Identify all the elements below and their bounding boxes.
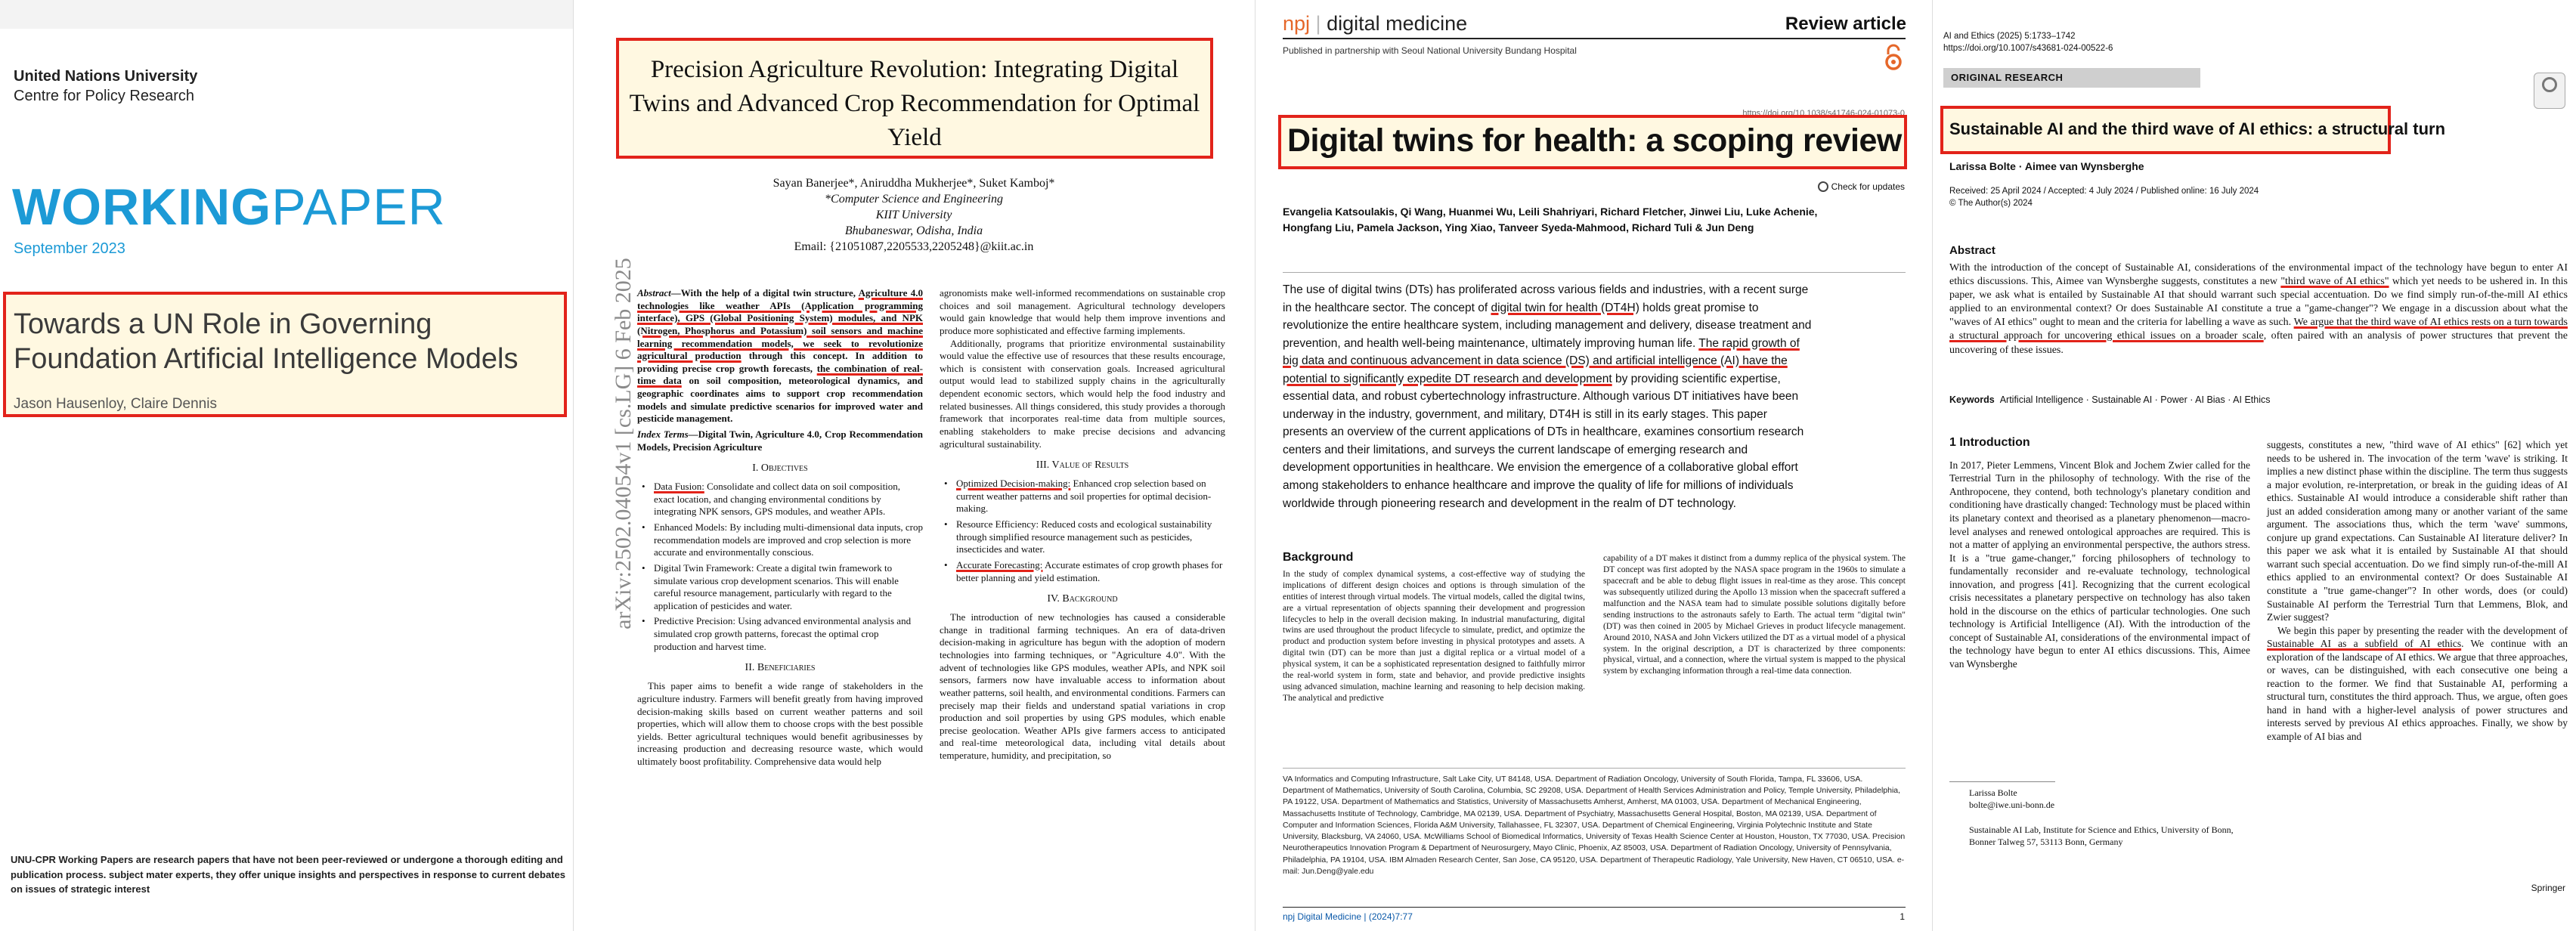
col2-paragraph-2: Additionally, programs that prioritize environmental sustainability would value the effective use of resources that these results encourage, which is consistent with conservation goals. Increased agricultural output would lead to stabilized supply chains in the agriculturally dependent economic sectors, which would help the food industry and related businesses. All things considered, this study provides a thorough framework that incorporates real-time data from multiple sources, enabling stakeholders to make precise decisions and advancing agricultural sustainability. <box>940 337 1225 450</box>
background-col-1: Background In the study of complex dynamical systems, a cost-effective way of studying the implications of different design choices and options is through simulation of the entities of interest through virtual models. The virtual models, called the digital twins, are a virtual representation of objects spanning their development and progression lifecycles to help in the overall decision making. In industrial manufacturing, digital twins are used throughout the product lifecycle to simulate, predict, and optimize the product and production system before investing in physical prototypes and assets. A digital twin (DT) can be more than just a digital replica or a virtual model of a physical system, it can be a sophisticated representation designed to faithfully mirror the real-world system in form, state and behavior, and provide predictive insights using advanced simulation, machine learning and reasoning to help decision making. The analytical and predictive <box>1283 551 1585 704</box>
background-col-2: capability of a DT makes it distinct from a dummy replica of the physical system. The DT concept was first adopted by the NASA space program in the 1960s to simulate a spacecraft and be able to debug flight issues in real-time as they arose. This concept was subsequently utilized during the Apollo 13 mission when the spacecraft suffered a malfunction and the NASA team had to simulate possible solutions digitally before sending instructions to the astronauts safely to Earth. The actual term "digital twin" (DT) was then coined in 2005 by Michael Grieves in product lifecycle management. Around 2010, NASA and John Vickers utilized the DT as a virtual model of a physical system. In the original description, a DT is characterized by three components: physical, virtual, and a connection, where the virtual system is mapped to the physical system by exchanging information through a real-time data connection. <box>1603 554 1906 676</box>
abstract-block <box>1949 243 2568 357</box>
check-updates-badge[interactable]: Check for updates <box>1818 181 1905 192</box>
paper-page-ai-ethics <box>1932 0 2576 931</box>
background-text: The introduction of new technologies has caused a considerable change in traditional farming techniques. An era of data-driven decision-making in agriculture has begun with the adoption of modern technologies into farming techniques, or "Agriculture 4.0". With the advent of technologies like GPS modules, weather APIs, and NPK soil sensors, farmers now have invaluable access to information about weather patterns, soil health, and environmental conditions. Farmers can precisely map their fields and understand spatial variations in crop production and soil properties by using GPS modules, which enable precise geolocation. Weather APIs give farmers access to anticipated and real-time meteorological data, including vital details about temperature, humidity, and precipitation, so <box>940 611 1225 761</box>
correspondence: Larissa Bolte bolte@iwe.uni-bonn.de Sustainable AI Lab, Institute for Science and Ethics, University of Bonn, Bonner Talweg 57, 53113 Bonn, Germany <box>1969 787 2234 847</box>
page-number: 1 <box>1899 911 1905 922</box>
keywords: Keywords Artificial Intelligence · Sustainable AI · Power · AI Bias · AI Ethics <box>1949 394 2271 405</box>
left-column <box>637 287 923 769</box>
org-name: United Nations University <box>14 68 198 85</box>
received-dates: Received: 25 April 2024 / Accepted: 4 July 2024 / Published online: 16 July 2024 © The Author(s) 2024 <box>1949 187 2259 208</box>
doi-link[interactable]: https://doi.org/10.1038/s41746-024-01073-0 <box>1742 109 1905 118</box>
abstract-heading: Abstract <box>1949 244 1995 257</box>
col2-paragraph-1: agronomists make well-informed recommendations on sustainable crop choices and soil management. Agricultural technology developers would gain knowledge that would help them improve inventions and produce more sophisticated and effective farming implements. <box>940 287 1225 336</box>
objective-item: • Digital Twin Framework: Create a digital twin framework to simulate various crop development scenarios. This will enable careful resource management, particularly with regard to the application of pesticides and water. <box>637 562 923 613</box>
paper-title: Sustainable AI and the third wave of AI ethics: a structural turn <box>1949 119 2446 138</box>
objectives-list <box>637 481 923 653</box>
authors: Sayan Banerjee*, Aniruddha Mukherjee*, Suket Kamboj* <box>772 177 1055 190</box>
author-list: Evangelia Katsoulakis, Qi Wang, Huanmei Wu, Leili Shahriyari, Richard Fletcher, Jinwei Liu, Luke Achenie, Hongfang Liu, Pamela Jackson, Ying Xiao, Tanveer Syeda-Mahmood, Richard Tuli & Jun Deng <box>1283 206 1818 234</box>
article-type-label: ORIGINAL RESEARCH <box>1943 68 2200 88</box>
check-updates-icon[interactable] <box>2534 73 2565 109</box>
affiliations: VA Informatics and Computing Infrastructure, Salt Lake City, UT 84148, USA. Department of Radiation Oncology, University of South Florida, Tampa, FL 33606, USA. Department of Mathematics, University of South Carolina, Columbia, SC 29208, USA. Department of Health Services Administration and Policy, Temple University, Philadelphia, PA 19122, USA. Department of Mathematics and Statistics, University of Massachusetts Amherst, Amherst, MA 01003, USA. Department of Mechanical Engineering, Massachusetts Institute of Technology, Cambridge, MA 02139, USA. Department of Psychiatry, Massachusetts General Hospital, Boston, MA 02139, USA. Department of Computer and Information Sciences, Florida A&M University, Tallahassee, FL 32307, USA. Department of Chemical Engineering, Virginia Polytechnic Institute and State University, Blacksburg, VA 24060, USA. McWilliams School of Biomedical Informatics, University of Texas Health Science Center at Houston, Houston, TX 77030, USA. Precision Neurotherapeutics Innovation Program & Department of Neurosurgery, Mayo Clinic, Phoenix, AZ 85003, USA. Department of Radiation Oncology, University of Pennsylvania, Philadelphia, PA 19104, USA. IBM Almaden Research Center, San Jose, CA 95120, USA. Department of Therapeutic Radiology, Yale University, New Haven, CT 06510, USA. e-mail: Jun.Deng@yale.edu <box>1283 775 1906 876</box>
org-centre: Centre for Policy Research <box>14 88 194 104</box>
affiliation-dept: *Computer Science and Engineering <box>825 193 1003 206</box>
journal-line: AI and Ethics (2025) 5:1733–1742 <box>1943 32 2076 41</box>
section-heading-objectives: I. Objectives <box>752 462 808 475</box>
intro-col-1: 1 Introduction In 2017, Pieter Lemmens, Vincent Blok and Jochem Zwier called for the Terrestrial Turn in the philosophy of technology. With the rise of the Anthropocene, they contend, both technology's planetary condition and conditioning have drastically changed: Technology must be placed within its planetary context and theorised as a planetary phenomenon—macro-level analyses and renewed ontological approaches are required. This is not a matter of applying an environmental perspective, the authors stress. It is a "true game-changer," forcing philosophers of technology to fundamentally reconsider and re-evaluate technology, technological innovation, and progress [41]. Recognizing that the current ecological crisis necessitates a planetary perspective on technology has also taken hold in the discourse on the ethics of particular technologies. One such technology is Artificial Intelligence (AI). With the introduction of the concept of Sustainable AI, considerations of the environmental impact of the technology have begun to enter AI ethics discussions. This, Aimee van Wynsberghe <box>1949 436 2250 670</box>
intro-col-2: suggests, constitutes a new, "third wave of AI ethics" [62] which yet needs to be ushered in. The invocation of the term 'wave' is striking. It implies a new distinct phase within the discipline. The term thus suggests a major evolution, re-interpretation, or break in the guiding ideas of AI ethics. Sustainable AI would introduce a considerable shift rather than just an added consideration among many or another variant of the same argument. The associations thus, which the term 'wave' summons, conjure up grand expectations. Can Sustainable AI literature deliver? In this paper we ask what it is entailed by Sustainable AI that should warrant such special accentuation. Do we find simply run-of-the-mill AI ethics applied to an environmental context? Or does Sustainable AI constitute a "true game-changer"? In other words, does (or could) Sustainable AI perform the Terrestrial Turn that Lemmens, Blok, and Zwier suggest? We begin this paper by presenting the reader with the development of Sustainable AI as a subfield of AI ethics. We continue with an exploration of the landscape of AI ethics. We argue that three approaches, or waves, can be distinguished, with each consecutive one being a reaction to the former. We find that Sustainable AI, performing a structural turn, constitutes the third approach. Thus, we argue, often goes hand in hand with a higher-level analysis of power structures and interests served by previous AI ethics approaches. Finally, we show by example of AI bias and <box>2267 439 2568 743</box>
paper-title: Towards a UN Role in Governing Foundation Artificial Intelligence Models <box>14 308 519 376</box>
intro-heading: 1 Introduction <box>1949 436 2030 449</box>
abstract: The use of digital twins (DTs) has proliferated across various fields and industries, with a recent surge in the healthcare sector. The concept of digital twin for health (DT4H) holds great promise to revolutionize the entire healthcare system, including management and delivery, disease treatment and prevention, and health well-being maintenance, ultimately improving human life. The rapid growth of big data and continuous advancement in data science (DS) and artificial intelligence (AI) have the potential to significantly expedite DT research and development by providing scientific expertise, essential data, and robust cybertechnology infrastructure. Although various DT initiatives have been underway in the industry, government, and military, DT4H is still in its early stages. This paper presents an overview of the current applications of DTs in healthcare, examines consortium research centers and their limitations, and surveys the current landscape of emerging research and development opportunities in healthcare. We envision the emergence of a collaborative global effort among stakeholders to enhance healthcare and improve the quality of life for millions of individuals worldwide through pioneering research and development in the realm of DT technology. <box>1283 283 1812 510</box>
objective-item: • Data Fusion: Consolidate and collect data on soil composition, exact location, and changing environmental conditions by integrating NPK sensors, GPS modules, and weather APIs. <box>637 481 923 518</box>
author-block <box>649 175 1178 255</box>
abstract: Abstract—With the help of a digital twin structure, Agriculture 4.0 technologies like weather APIs (Application programming interface), GPS (Global Positioning System) modules, and NPK (Nitrogen, Phosphorus and Potassium) soil sensors and machine learning recommendation models, we seek to revolutionize agricultural production through this concept. In addition to providing precise crop growth forecasts, the combination of real-time data on soil composition, meteorological dynamics, and geographic coordinates aims to support crop recommendation models and simulate predictive scenarios for improved water and pesticide management. <box>637 287 924 425</box>
objective-item: • Enhanced Models: By including multi-dimensional data inputs, crop recommendation models are improved and crop selection is more accurate and environmentally conscious. <box>637 521 923 559</box>
value-item: • Optimized Decision-making: Enhanced crop selection based on current weather patterns and soil properties for optimal decision-making. <box>940 478 1225 515</box>
footer-rule <box>1283 907 1906 908</box>
footer-journal: npj Digital Medicine | (2024)7:77 <box>1283 911 1413 922</box>
right-column <box>940 287 1225 762</box>
partnership-line: Published in partnership with Seoul National University Bundang Hospital <box>1283 45 1577 56</box>
affiliation-univ: KIIT University <box>875 209 952 222</box>
working-paper-heading: WORKINGPAPER <box>12 178 446 236</box>
arxiv-stamp: arXiv:2502.04054v1 [cs.LG] 6 Feb 2025 <box>611 258 636 629</box>
paper-page-arxiv <box>573 0 1255 931</box>
article-type: Review article <box>1785 14 1906 34</box>
beneficiaries-text: This paper aims to benefit a wide range of stakeholders in the agriculture industry. Farmers will benefit greatly from having improved decision-making skills based on current weather patterns and soil properties, which will allow them to choose crops with the best possible yields. Better agricultural techniques would benefit agribusinesses by increasing production and decreasing resource waste, which would ultimately boost profitability. Comprehensive data would help <box>637 680 923 767</box>
paper-title: Digital twins for health: a scoping review <box>1287 122 1902 159</box>
footnote-rule <box>1949 781 2055 782</box>
author-email: Email: {21051087,2205533,2205248}@kiit.ac.in <box>794 240 1034 254</box>
arxiv-stamp-container <box>601 159 636 733</box>
doi-line[interactable]: https://doi.org/10.1007/s43681-024-00522-6 <box>1943 44 2113 53</box>
rule <box>1283 272 1906 273</box>
section-heading-value: III. Value of Results <box>1036 459 1129 472</box>
section-heading-background: IV. Background <box>1047 593 1118 605</box>
page-footer-note: UNU-CPR Working Papers are research papers that have not been peer-reviewed or undergone a thorough editing and publication process. subject mater experts, they offer unique insights and perspectives in response to current debates on issues of strategic interest <box>11 854 565 895</box>
publisher-logo: Springer <box>2531 883 2565 893</box>
paper-authors: Larissa Bolte · Aimee van Wynsberghe <box>1949 160 2144 172</box>
background-heading: Background <box>1283 551 1354 564</box>
check-updates-icon <box>1818 181 1828 192</box>
paper-title: Precision Agriculture Revolution: Integrating Digital Twins and Advanced Crop Recommendation for Optimal Yield <box>629 56 1200 151</box>
paper-date: September 2023 <box>14 240 125 257</box>
section-heading-beneficiaries: II. Beneficiaries <box>745 662 816 674</box>
rule <box>1283 768 1906 769</box>
index-terms: Index Terms—Digital Twin, Agriculture 4.0, Crop Recommendation Models, Precision Agriculture <box>637 428 923 453</box>
value-item: • Resource Efficiency: Reduced costs and ecological sustainability through simplified resource management such as pesticides, insecticides and water. <box>940 518 1225 556</box>
open-access-icon <box>1882 44 1905 71</box>
affiliation-city: Bhubaneswar, Odisha, India <box>844 224 983 238</box>
paper-authors: Jason Hausenloy, Claire Dennis <box>14 396 217 412</box>
paper-page-unu <box>0 0 573 931</box>
journal-logo: npj | digital medicine <box>1283 12 1468 35</box>
values-list <box>940 478 1225 584</box>
abstract: With the introduction of the concept of Sustainable AI, considerations of the environmental impact of the technology have begun to enter AI ethics discussions. This, Aimee van Wynsberghe suggests, constitutes a new "third wave of AI ethics" which yet needs to be ushered in. In this paper, we ask what is entailed by Sustainable AI that should warrant such special accentuation. Do we find simply run-of-the-mill AI ethics applied to an environmental context? Or does Sustainable AI constitute a true a "game-changer"? We engage in a discussion about what the "waves of AI ethics" ought to mean and the criteria for labelling a wave as such. We argue that the third wave of AI ethics rests on a turn towards a structural approach for uncovering ethical issues on a broader scale, often paired with an analysis of power structures that prevent the uncovering of these issues. <box>1949 261 2568 356</box>
header-rule <box>1283 38 1906 39</box>
page-top-band <box>0 0 573 29</box>
value-item: • Accurate Forecasting: Accurate estimates of crop growth phases for better planning and yield estimation. <box>940 559 1225 584</box>
paper-page-npj <box>1255 0 1932 931</box>
objective-item: • Predictive Precision: Using advanced environmental analysis and simulated crop growth patterns, forecast the optimal crop production and harvest time. <box>637 615 923 653</box>
